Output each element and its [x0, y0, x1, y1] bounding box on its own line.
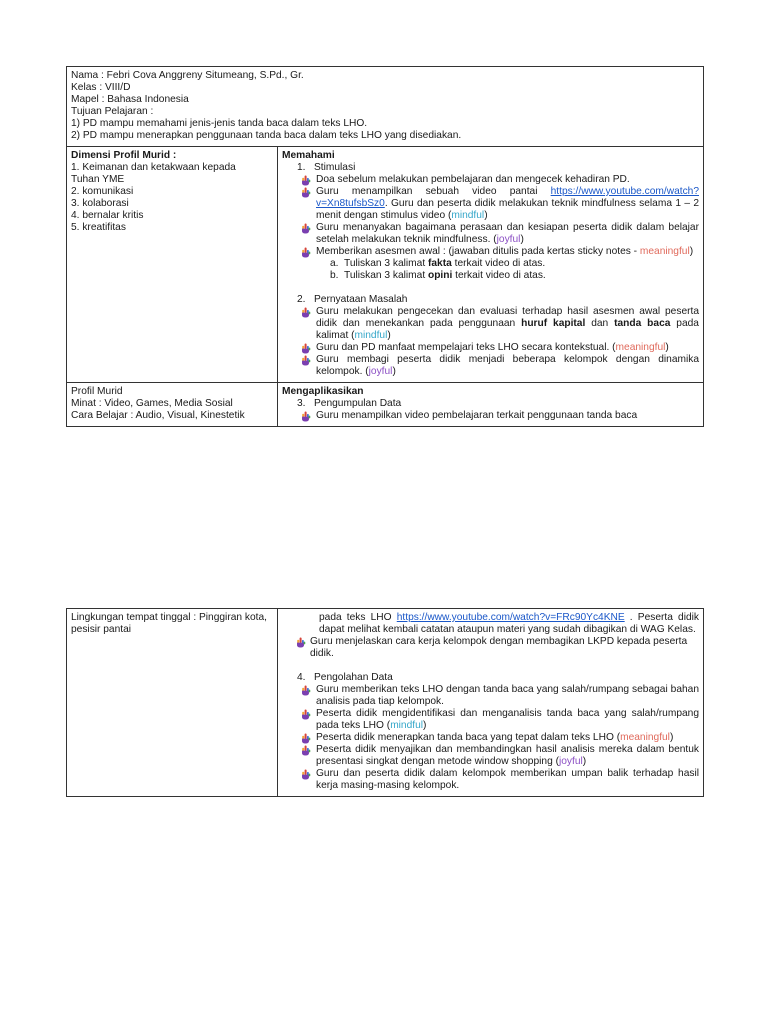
- step-title: Pengumpulan Data: [314, 398, 402, 409]
- item-text: Tuliskan 3 kalimat: [344, 258, 428, 269]
- item-text: Guru dan PD manfaat mempelajari teks LHO secara kontekstual. (: [316, 342, 616, 353]
- tag-joyful: joyful: [558, 756, 583, 767]
- list-item: [282, 186, 699, 222]
- class-label: Kelas : VIII/D: [71, 82, 131, 93]
- list-item: [282, 246, 699, 258]
- section-title-mengaplikasikan: Mengaplikasikan: [282, 386, 364, 397]
- list-item: [282, 222, 699, 246]
- item-text: Guru menjelaskan cara kerja kelompok dengan membagikan LKPD kepada peserta didik.: [310, 636, 688, 659]
- list-item: [282, 636, 699, 660]
- item-text: ): [665, 342, 669, 353]
- lesson-plan-table-page-2: [66, 608, 704, 797]
- profil-cell: [67, 383, 278, 427]
- item-text: ): [520, 234, 524, 245]
- header-cell: [67, 67, 704, 147]
- objective-2: 2) PD mampu menerapkan penggunaan tanda baca dalam teks LHO yang disediakan.: [71, 130, 462, 141]
- mengaplikasikan-row: [67, 383, 704, 427]
- list-item: [282, 410, 699, 422]
- list-item: [282, 342, 699, 354]
- item-text: Guru menampilkan sebuah video pantai: [316, 186, 551, 197]
- item-text: Peserta didik menerapkan tanda baca yang tepat dalam teks LHO (: [316, 732, 621, 743]
- dimensi-item: 5. kreatifitas: [71, 222, 126, 233]
- memahami-row: [67, 147, 704, 383]
- dimensi-item: 1. Keimanan dan ketakwaan kepada: [71, 162, 236, 173]
- item-text: Guru membagi peserta didik menjadi beberapa kelompok dengan dinamika kelompok. (: [316, 354, 699, 377]
- tag-joyful: joyful: [368, 366, 393, 377]
- step-title: Stimulasi: [314, 162, 356, 173]
- list-item: [282, 354, 699, 378]
- item-text: ): [423, 720, 427, 731]
- item-text: ): [387, 330, 391, 341]
- hand-bullet-icon: [300, 355, 311, 366]
- item-text: Guru menanyakan bagaimana perasaan dan kesiapan peserta didik dalam belajar setelah melakukan teknik mindfulness. (: [316, 222, 699, 245]
- list-item: [282, 708, 699, 732]
- hand-bullet-icon: [300, 247, 311, 258]
- tag-mindful: mindful: [354, 330, 388, 341]
- objective-1: 1) PD mampu memahami jenis-jenis tanda baca dalam teks LHO.: [71, 118, 368, 129]
- continuation-row: [67, 609, 704, 797]
- spacer: [282, 282, 699, 294]
- list-item: [282, 732, 699, 744]
- item-text: ): [392, 366, 396, 377]
- tag-meaningful: meaningful: [620, 732, 670, 743]
- item-text: . Guru dan peserta didik melakukan teknik mindfulness selama 1 – 2 menit dengan stimulus video (: [316, 198, 699, 221]
- item-text: dan: [585, 318, 615, 329]
- sub-letter: a.: [330, 258, 339, 269]
- item-text: Tuliskan 3 kalimat: [344, 270, 428, 281]
- profil-minat: Minat : Video, Games, Media Sosial: [71, 398, 233, 409]
- hand-bullet-icon: [300, 411, 311, 422]
- lingkungan-cell: [67, 609, 278, 797]
- bold-term: opini: [427, 270, 453, 281]
- step-stimulasi: [282, 162, 699, 174]
- dimensi-item: 3. kolaborasi: [71, 198, 129, 209]
- item-text: Guru melakukan pengecekan dan evaluasi terhadap hasil asesmen awal peserta didik dan menekankan pada penggunaan: [316, 306, 699, 329]
- bold-term: huruf kapital: [521, 318, 586, 329]
- item-text: . Peserta didik dapat melihat kembali catatan ataupun materi yang sudah dibagikan di WAG Kelas.: [319, 612, 699, 635]
- step-number: 1.: [297, 162, 306, 173]
- step-title: Pengolahan Data: [314, 672, 393, 683]
- tag-joyful: joyful: [496, 234, 521, 245]
- hand-bullet-icon: [300, 223, 311, 234]
- objectives-heading: Tujuan Pelajaran :: [71, 106, 154, 117]
- sub-item-fakta: [282, 258, 699, 270]
- mengaplikasikan-cell: [278, 383, 704, 427]
- list-item: [282, 306, 699, 342]
- spacer: [282, 660, 699, 672]
- continuation-cell: [278, 609, 704, 797]
- item-text: ): [669, 732, 674, 743]
- hand-bullet-icon: [300, 187, 311, 198]
- memahami-cell: [278, 147, 704, 383]
- hand-bullet-icon: [300, 733, 311, 744]
- item-text: pada teks LHO: [319, 612, 397, 623]
- teacher-name: Nama : Febri Cova Anggreny Situmeang, S.Pd., Gr.: [71, 70, 304, 81]
- sub-letter: b.: [330, 270, 339, 281]
- step-pengolahan-data: [282, 672, 699, 684]
- continued-item: [282, 612, 699, 636]
- hand-bullet-icon: [295, 637, 306, 648]
- item-text: Guru menampilkan video pembelajaran terkait penggunaan tanda baca: [316, 410, 638, 421]
- item-text: Peserta didik menyajikan dan membandingkan hasil analisis mereka dalam bentuk presentasi singkat dengan metode window shopping (: [316, 744, 699, 767]
- youtube-link[interactable]: https://www.youtube.com/watch?v=FRc90Yc4KNE: [396, 612, 625, 623]
- hand-bullet-icon: [300, 709, 311, 720]
- hand-bullet-icon: [300, 685, 311, 696]
- item-text: Guru memberikan teks LHO dengan tanda baca yang salah/rumpang sebagai bahan analisis pada tiap kelompok.: [316, 684, 699, 707]
- bold-term: fakta: [427, 258, 452, 269]
- step-pernyataan-masalah: [282, 294, 699, 306]
- dimensi-cell: [67, 147, 278, 383]
- hand-bullet-icon: [300, 175, 311, 186]
- sub-item-opini: [282, 270, 699, 282]
- tag-meaningful: meaningful: [615, 342, 666, 353]
- list-item: [282, 174, 699, 186]
- list-item: [282, 768, 699, 792]
- dimensi-item: Tuhan YME: [71, 174, 125, 185]
- item-text: terkait video di atas.: [452, 270, 546, 281]
- bold-term: tanda baca: [614, 318, 671, 329]
- tag-mindful: mindful: [390, 720, 424, 731]
- hand-bullet-icon: [300, 769, 311, 780]
- hand-bullet-icon: [300, 307, 311, 318]
- dimensi-title: Dimensi Profil Murid :: [71, 150, 177, 161]
- youtube-link[interactable]: https://www.youtube.com/watch?v=Xn8tufsbSz0: [316, 186, 699, 209]
- dimensi-item: 2. komunikasi: [71, 186, 134, 197]
- item-text: Doa sebelum melakukan pembelajaran dan mengecek kehadiran PD.: [316, 174, 630, 185]
- step-pengumpulan-data: [282, 398, 699, 410]
- tag-mindful: mindful: [451, 210, 485, 221]
- list-item: [282, 744, 699, 768]
- step-number: 4.: [297, 672, 306, 683]
- subject-label: Mapel : Bahasa Indonesia: [71, 94, 189, 105]
- item-text: ): [582, 756, 587, 767]
- item-text: pada kalimat (: [316, 318, 699, 341]
- section-title-memahami: Memahami: [282, 150, 335, 161]
- item-text: Peserta didik mengidentifikasi dan menganalisis tanda baca yang salah/rumpang pada teks LHO (: [316, 708, 699, 731]
- step-number: 3.: [297, 398, 306, 409]
- profil-cara-belajar: Cara Belajar : Audio, Visual, Kinestetik: [71, 410, 245, 421]
- step-title: Pernyataan Masalah: [314, 294, 408, 305]
- hand-bullet-icon: [300, 343, 311, 354]
- item-text: ): [689, 246, 694, 257]
- lesson-plan-table-page-1: [66, 66, 704, 427]
- lingkungan-text: Lingkungan tempat tinggal : Pinggiran kota, pesisir pantai: [71, 612, 267, 635]
- hand-bullet-icon: [300, 745, 311, 756]
- list-item: [282, 684, 699, 708]
- dimensi-item: 4. bernalar kritis: [71, 210, 144, 221]
- header-row: [67, 67, 704, 147]
- profil-title: Profil Murid: [71, 386, 123, 397]
- step-number: 2.: [297, 294, 306, 305]
- tag-meaningful: meaningful: [639, 246, 690, 257]
- item-text: Memberikan asesmen awal : (jawaban ditulis pada kertas sticky notes -: [316, 246, 640, 257]
- item-text: terkait video di atas.: [451, 258, 546, 269]
- item-text: Guru dan peserta didik dalam kelompok memberikan umpan balik terhadap hasil kerja masing-masing kelompok.: [316, 768, 699, 791]
- item-text: ): [484, 210, 488, 221]
